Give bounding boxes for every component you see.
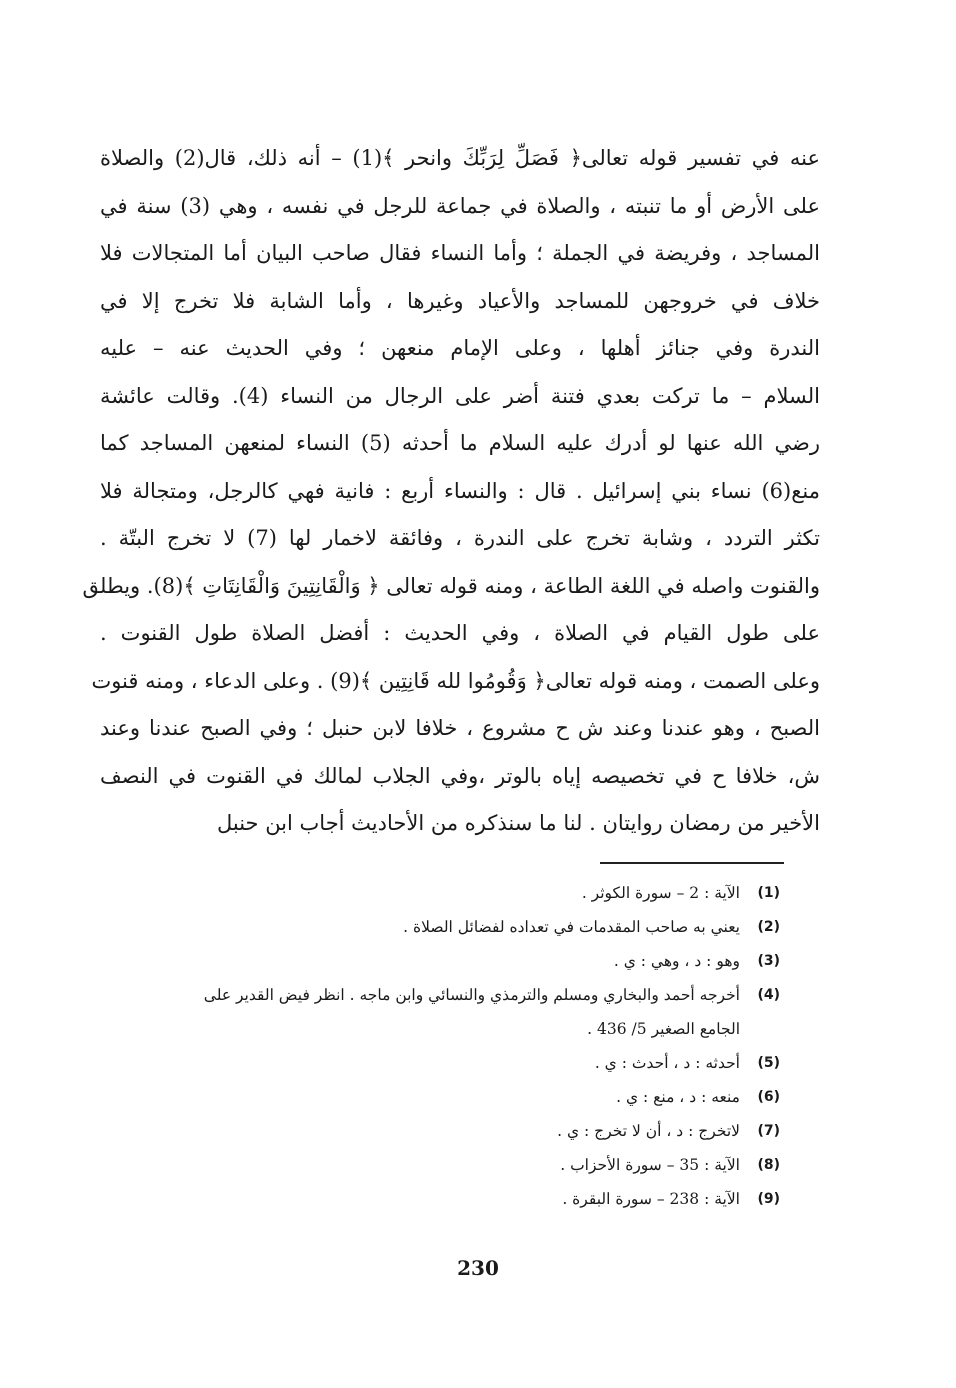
- text-line: الندرة وفي جنائز أهلها ، وعلى الإمام منعهن ؛ وفي الحديث عنه – عليه: [100, 336, 820, 360]
- footnote-number: (3): [757, 953, 780, 969]
- footnote-text: منعه : د ، منع : ي .: [616, 1088, 740, 1106]
- text-line: الصبح ، وهو عندنا وعند ش ح مشروع ، خلافا لابن حنبل ؛ وفي الصبح عندنا وعند: [100, 716, 820, 740]
- text-line: رضي الله عنها لو أدرك عليه السلام ما أحدثه (5) النساء لمنعهن المساجد كما: [100, 431, 820, 455]
- footnote: [110, 910, 780, 944]
- footnote: [110, 1148, 780, 1182]
- footnote: [110, 1046, 780, 1080]
- footnote-text: أحدثه : د ، أحدث : ي .: [594, 1054, 740, 1072]
- footnote-number: (7): [757, 1123, 780, 1139]
- footnote-number: (8): [757, 1157, 780, 1173]
- footnote-text: وهو : د ، وهي : ي .: [613, 952, 740, 970]
- text-line: السلام – ما تركت بعدي فتنة أضر على الرجال من النساء (4). وقالت عائشة: [100, 383, 820, 408]
- footnote-number: (9): [757, 1191, 780, 1207]
- footnote: [110, 876, 780, 910]
- footnote: [110, 978, 780, 1012]
- footnote-text: الجامع الصغير 5/ 436 .: [587, 1020, 740, 1038]
- text-line: الأخير من رمضان روايتان . لنا ما سنذكره من الأحاديث أجاب ابن حنبل: [216, 811, 820, 835]
- footnote-text: يعني به صاحب المقدمات في تعداده لفضائل الصلاة .: [403, 918, 740, 936]
- text-line: المساجد ، وفريضة في الجملة ؛ وأما النساء فقال صاحب البيان أما المتجالات فلا: [100, 241, 820, 265]
- footnote-number: (4): [757, 987, 780, 1003]
- footnote: [110, 1114, 780, 1148]
- footnotes: [110, 876, 780, 1216]
- text-line: وعلى الصمت ، ومنه قوله تعالى﴿ وَقُومُوا لله قَانِتِين ﴾(9) . وعلى الدعاء ، ومنه قنوت: [91, 668, 820, 693]
- footnote-text: الآية : 238 – سورة البقرة .: [562, 1190, 740, 1208]
- text-line: تكثر التردد ، وشابة تخرج على الندرة ، وفائقة لاخمار لها (7) لا تخرج البتّة .: [100, 526, 821, 550]
- footnote-number: (1): [757, 885, 780, 901]
- text-line: منع(6) نساء بني إسرائيل . قال : والنساء أربع : فانية فهي كالرجل، ومتجالة فلا: [100, 478, 820, 503]
- page-number: 230: [457, 1256, 499, 1280]
- text-line: ش، خلافا ح في تخصيصه إياه بالوتر ،وفي الجلاب لمالك في القنوت في النصف: [100, 763, 820, 788]
- footnote-text: لاتخرج : د ، أن لا تخرج : ي .: [557, 1122, 740, 1140]
- footnote: [110, 1080, 780, 1114]
- footnote-number: (2): [757, 919, 780, 935]
- footnote: [110, 944, 780, 978]
- footnote-text: الآية : 2 – سورة الكوثر .: [581, 884, 740, 902]
- text-line: على الأرض أو ما تنبته ، والصلاة في جماعة للرجل في نفسه ، وهي (3) سنة في: [100, 193, 821, 218]
- footnote-number: (5): [757, 1055, 780, 1071]
- text-line: والقنوت واصله في اللغة الطاعة ، ومنه قوله تعالى ﴿ وَالْقَانِتِينَ وَالْقَانِتَاتِ ﴾(8). ويطلق: [82, 573, 820, 598]
- text-line: على طول القيام في الصلاة ، وفي الحديث : أفضل الصلاة طول القنوت .: [100, 621, 820, 645]
- footnote-separator: [600, 862, 784, 864]
- footnote-continuation: [110, 1012, 780, 1046]
- footnote-text: الآية : 35 – سورة الأحزاب .: [560, 1156, 740, 1174]
- text-line: خلاف في خروجهن للمساجد والأعياد وغيرها ، وأما الشابة فلا تخرج إلا في: [100, 288, 820, 313]
- text-line: عنه في تفسير قوله تعالى﴿ فَصَلِّ لِرَبِّكَ وانحر ﴾(1) – أنه ذلك، قال(2) والصلاة: [100, 146, 820, 170]
- footnote-text: أخرجه أحمد والبخاري ومسلم والترمذي والنسائي وابن ماجه . انظر فيض القدير على: [203, 986, 740, 1004]
- footnote-number: (6): [757, 1089, 780, 1105]
- footnote: [110, 1182, 780, 1216]
- main-text: [82, 135, 821, 848]
